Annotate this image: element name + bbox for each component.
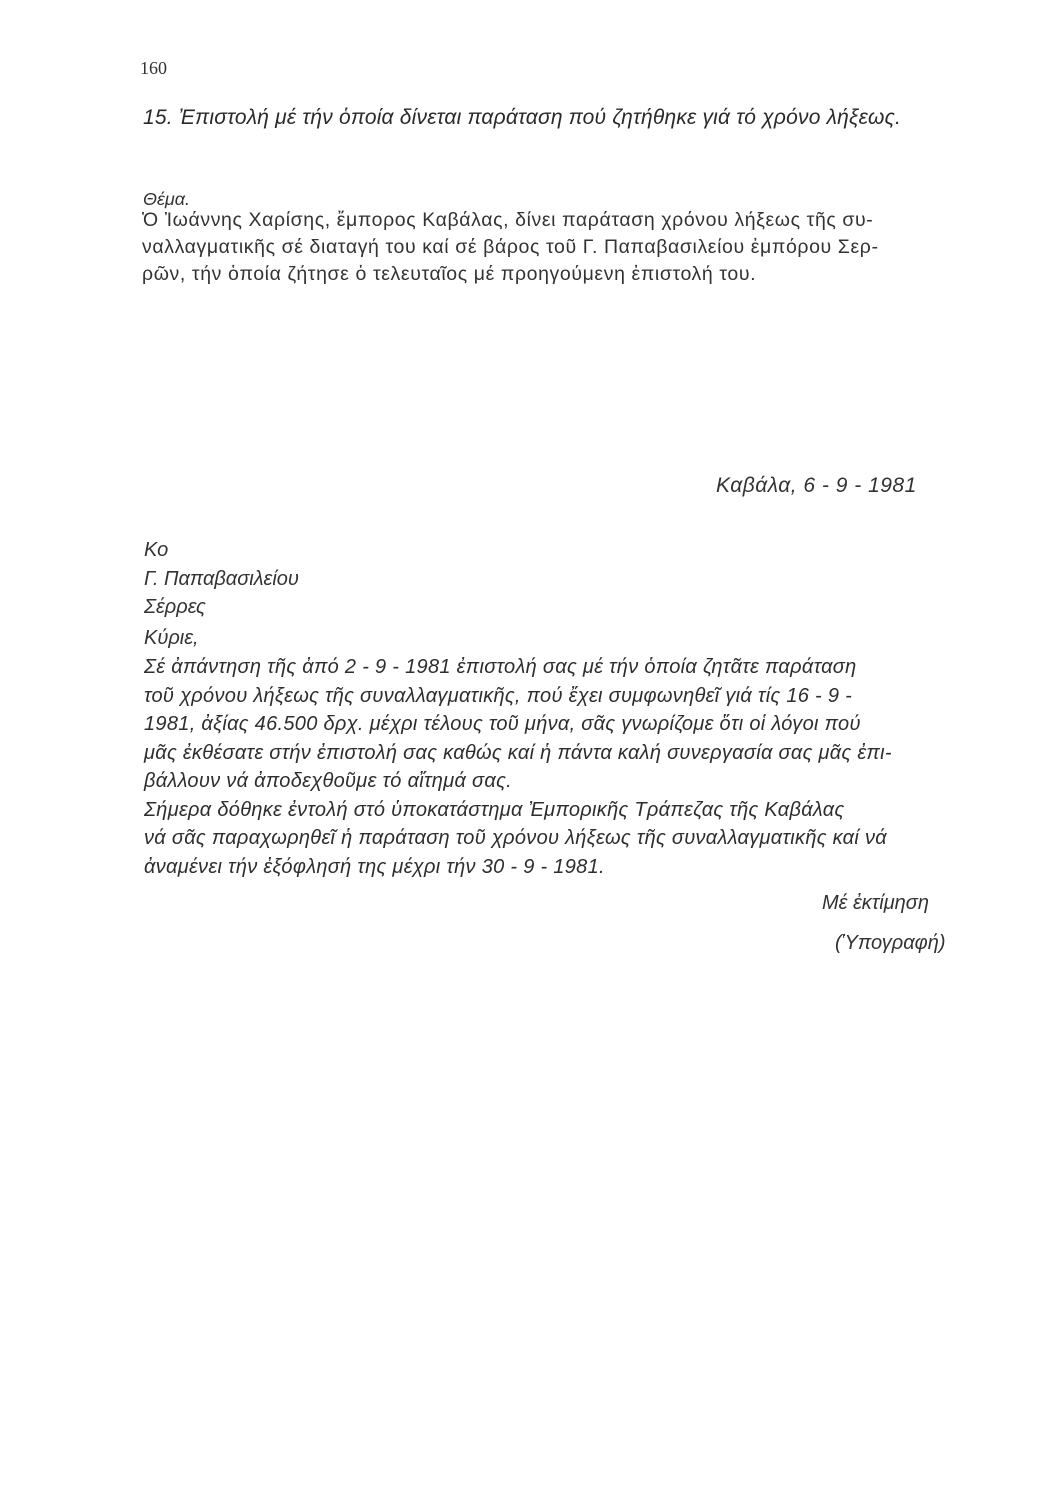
subject-paragraph (142, 207, 1002, 288)
subject-label: Θέμα. (143, 189, 191, 209)
subject-line: Ὁ Ἰωάννης Χαρίσης, ἔμπορος Καβάλας, δίνει παράταση χρόνου λήξεως τῆς συ- (142, 209, 874, 231)
section-heading: 15. Ἐπιστολή μέ τήν ὁποία δίνεται παράταση πού ζητήθηκε γιά τό χρόνο λήξεως. (143, 106, 902, 129)
body-line: νά σᾶς παραχωρηθεῖ ἡ παράταση τοῦ χρόνου λήξεως τῆς συναλλαγματικῆς καί νά (144, 827, 887, 849)
place-date: Καβάλα, 6 - 9 - 1981 (716, 474, 917, 497)
page-number: 160 (140, 58, 167, 78)
signature-placeholder: (Ὑπογραφή) (835, 932, 946, 954)
salutation: Κύριε, (144, 627, 199, 649)
recipient-line: Γ. Παπαβασιλείου (144, 567, 299, 590)
closing: Μέ ἐκτίμηση (822, 892, 929, 914)
body-line: βάλλουν νά ἀποδεχθοῦμε τό αἴτημά σας. (144, 770, 512, 792)
body-line: Σέ ἀπάντηση τῆς ἀπό 2 - 9 - 1981 ἐπιστολή σας μέ τήν ὁποία ζητᾶτε παράταση (144, 656, 857, 678)
subject-line: ναλλαγματικῆς σέ διαταγή του καί σέ βάρος τοῦ Γ. Παπαβασιλείου ἐμπόρου Σερ- (142, 236, 879, 258)
body-line: ἀναμένει τήν ἐξόφλησή της μέχρι τήν 30 - 9 - 1981. (144, 855, 605, 878)
body-line: τοῦ χρόνου λήξεως τῆς συναλλαγματικῆς, πού ἔχει συμφωνηθεῖ γιά τίς 16 - 9 - (144, 684, 853, 707)
recipient-block (144, 536, 299, 622)
recipient-line: Κο (144, 539, 169, 561)
body-line: 1981, ἀξίας 46.500 δρχ. μέχρι τέλους τοῦ μήνα, σᾶς γνωρίζομε ὅτι οἱ λόγοι πού (144, 713, 861, 735)
body-line: Σήμερα δόθηκε ἐντολή στό ὑποκατάστημα Ἐμπορικῆς Τράπεζας τῆς Καβάλας (144, 798, 845, 821)
letter-body (144, 653, 1024, 881)
subject-line: ρῶν, τήν ὁποία ζήτησε ὁ τελευταῖος μέ προηγούμενη ἐπιστολή του. (142, 263, 757, 285)
recipient-line: Σέρρες (144, 596, 206, 618)
body-line: μᾶς ἐκθέσατε στήν ἐπιστολή σας καθώς καί ἡ πάντα καλή συνεργασία σας μᾶς ἐπι- (144, 741, 892, 764)
